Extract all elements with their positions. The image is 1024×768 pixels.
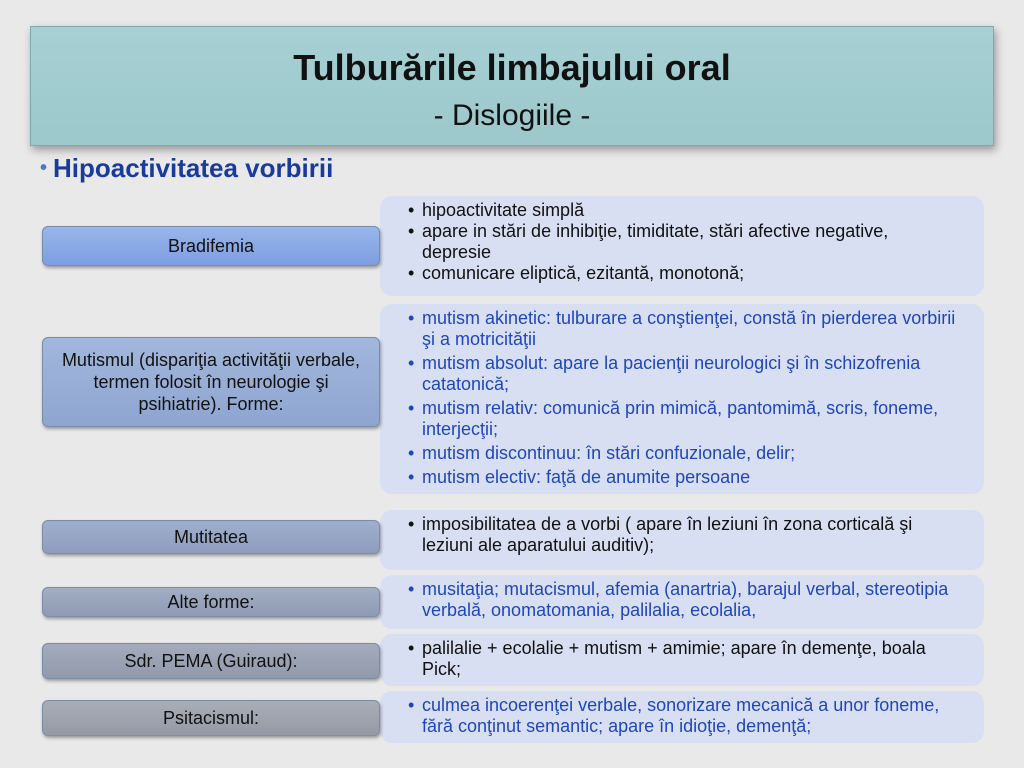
list-item: • musitaţia; mutacismul, afemia (anartria), barajul verbal, stereotipia verbală, onomatomania, palilalia, ecolalia, (408, 579, 956, 621)
label-sdr-pema: Sdr. PEMA (Guiraud): (42, 643, 380, 679)
label-mutismul: Mutismul (dispariţia activităţii verbale, termen folosit în neurologie şi psihiatrie). Forme: (42, 337, 380, 427)
slide-subtitle: - Dislogiile - (433, 99, 591, 132)
slide-title: Tulburările limbajului oral (293, 47, 731, 88)
details-panel-mutismul (380, 304, 984, 494)
details-panel-bradifemia (380, 196, 984, 296)
details-panel-alte-forme (380, 575, 984, 629)
list-item: • culmea incoerenţei verbale, sonorizare mecanică a unor foneme, fără conţinut semantic; apare în idioţie, demenţă; (408, 695, 956, 737)
list-item: • imposibilitatea de a vorbi ( apare în leziuni în zona corticală şi leziuni ale aparatului auditiv); (408, 514, 956, 556)
label-mutitatea: Mutitatea (42, 520, 380, 554)
list-item: • comunicare eliptică, ezitantă, monotonă; (408, 263, 956, 284)
details-panel-mutitatea (380, 510, 984, 570)
list-item: • mutism discontinuu: în stări confuzionale, delir; (408, 443, 956, 464)
details-panel-psitacismul (380, 691, 984, 743)
title-box (30, 26, 994, 146)
list-item: • hipoactivitate simplă (408, 200, 956, 221)
list-item: • mutism akinetic: tulburare a conştienţei, constă în pierderea vorbirii şi a motricităţii (408, 308, 956, 350)
list-item: • mutism absolut: apare la pacienţii neurologici şi în schizofrenia catatonică; (408, 353, 956, 395)
list-item: • mutism electiv: faţă de anumite persoane (408, 467, 956, 488)
details-panel-sdr-pema (380, 634, 984, 686)
list-item: • mutism relativ: comunică prin mimică, pantomimă, scris, foneme, interjecţii; (408, 398, 956, 440)
bullet-icon: • (40, 157, 48, 179)
label-psitacismul: Psitacismul: (42, 700, 380, 736)
section-heading-text: Hipoactivitatea vorbirii (53, 153, 334, 183)
label-bradifemia: Bradifemia (42, 226, 380, 266)
list-item: • palilalie + ecolalie + mutism + amimie; apare în demenţe, boala Pick; (408, 638, 956, 680)
section-heading (40, 153, 333, 184)
label-alte-forme: Alte forme: (42, 587, 380, 617)
list-item: • apare in stări de inhibiţie, timiditate, stări afective negative, depresie (408, 221, 956, 263)
